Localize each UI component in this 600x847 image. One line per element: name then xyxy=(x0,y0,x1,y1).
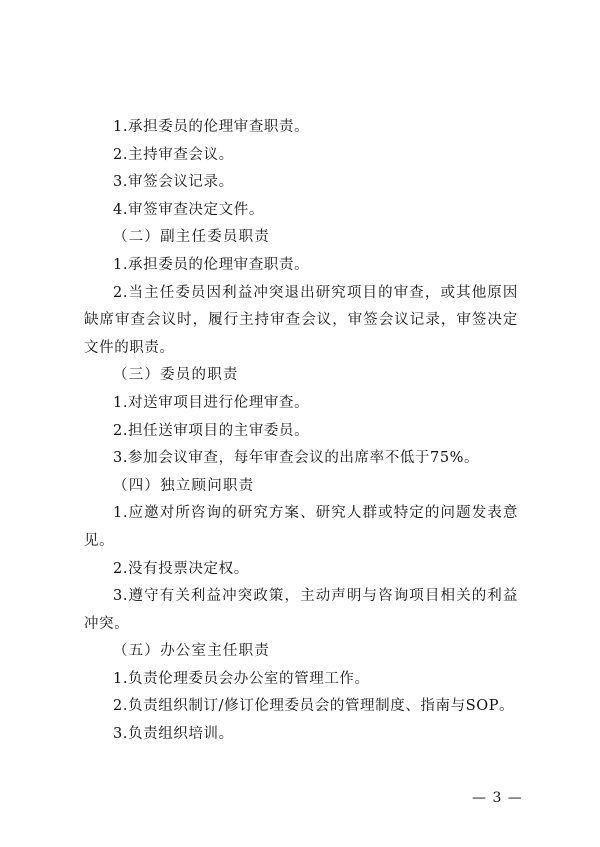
paragraph: 2.当主任委员因利益冲突退出研究项目的审查，或其他原因缺席审查会议时，履行主持审查会议，审签会议记录，审签决定文件的职责。 xyxy=(84,284,518,356)
paragraph: 2.没有投票决定权。 xyxy=(113,560,249,577)
section-heading: （二）副主任委员职责 xyxy=(113,229,270,246)
paragraph: 1.承担委员的伦理审查职责。 xyxy=(113,119,310,135)
paragraph: 1.对送审项目进行伦理审查。 xyxy=(113,394,310,411)
paragraph: 3.审签会议记录。 xyxy=(113,174,234,191)
paragraph: 1.负责伦理委员会办公室的管理工作。 xyxy=(113,670,370,687)
section-heading: （五）办公室主任职责 xyxy=(113,643,270,660)
section-heading: （三）委员的职责 xyxy=(113,367,239,384)
section-heading: （四）独立顾问职责 xyxy=(113,477,255,494)
body-text xyxy=(84,114,518,749)
paragraph: 1.应邀对所咨询的研究方案、研究人群或特定的问题发表意见。 xyxy=(84,505,518,549)
paragraph: 2.负责组织制订/修订伦理委员会的管理制度、指南与SOP。 xyxy=(113,698,515,715)
paragraph: 2.主持审查会议。 xyxy=(113,146,234,163)
paragraph: 3.负责组织培训。 xyxy=(113,726,234,743)
paragraph: 2.担任送审项目的主审委员。 xyxy=(113,422,310,439)
page-number: — 3 — xyxy=(472,790,523,806)
paragraph: 3.遵守有关利益冲突政策，主动声明与咨询项目相关的利益冲突。 xyxy=(84,588,518,632)
paragraph: 1.承担委员的伦理审查职责。 xyxy=(113,256,310,273)
paragraph: 3.参加会议审查，每年审查会议的出席率不低于75%。 xyxy=(113,450,480,467)
paragraph: 4.审签审查决定文件。 xyxy=(113,201,264,218)
